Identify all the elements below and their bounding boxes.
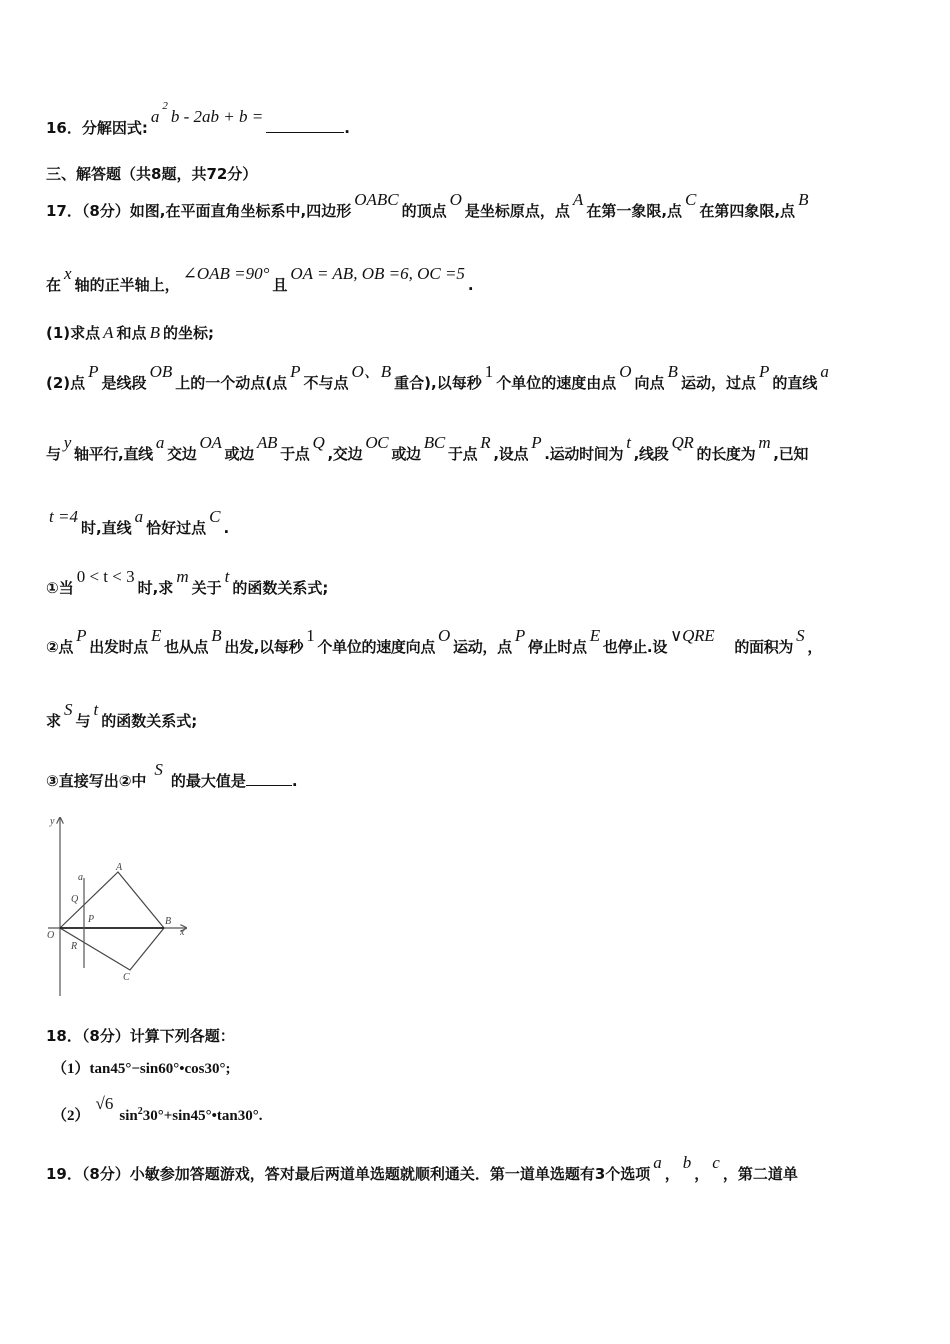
q17-l5-m8: R <box>480 433 491 452</box>
q17-l1-m3: A <box>572 190 584 209</box>
q17-l2-m3: OA = AB, OB =6, OC =5 <box>290 264 465 283</box>
q17-l6-t3: . <box>223 519 230 537</box>
q19-line1 <box>46 1153 798 1184</box>
q17-l5-t5: 于点 <box>280 445 310 463</box>
q17-line10 <box>46 760 298 791</box>
q17-l7-m1: 0 < t < 3 <box>76 567 135 586</box>
q17-l1-m1: OABC <box>354 190 399 209</box>
q17-l8-t6: 运动，点 <box>453 638 512 656</box>
q16-expr-a: a <box>150 107 160 126</box>
q17-l2-t4: . <box>467 276 474 294</box>
label-P: P <box>88 914 95 925</box>
q16-expr-rest: b - 2ab + b = <box>170 107 264 126</box>
q17-l6-m3: C <box>209 507 221 526</box>
section3-title: 三、解答题（共8题，共72分） <box>46 165 258 183</box>
q18-item2-b: 30°+sin45°•tan30°. <box>142 1108 263 1124</box>
q17-l8-m7: E <box>589 626 600 645</box>
q19-t3: ， <box>694 1165 710 1183</box>
q19-t2: ， <box>664 1165 680 1183</box>
q17-l1-m2: O <box>449 190 462 209</box>
q17-l9-m2: t <box>93 700 99 719</box>
q17-line5 <box>46 433 809 464</box>
q16-line <box>46 100 350 138</box>
q17-l6-m1: t =4 <box>49 507 78 526</box>
label-Q: Q <box>71 894 79 905</box>
q17-l9-m1: S <box>64 700 73 719</box>
q16-answer-blank <box>266 132 344 133</box>
q17-l5-t6: ,交边 <box>327 445 363 463</box>
q17-l7-m3: t <box>224 567 230 586</box>
q17-answer-blank <box>246 785 292 786</box>
q17-l4-m1: P <box>88 362 99 381</box>
q17-l5-m12: m <box>758 433 771 452</box>
q18-item2-sup: 2 <box>137 1106 143 1117</box>
q17-l4-m7: B <box>667 362 678 381</box>
q19-t1: 19．（8分）小敏参加答题游戏，答对最后两道单选题就顺利通关．第一道单选题有3个选项 <box>46 1165 651 1183</box>
q17-l5-m11: QR <box>671 433 694 452</box>
q17-l8-m5: O <box>438 626 451 645</box>
q17-l1-t5: 在第四象限,点 <box>699 202 796 220</box>
q17-l4-t8: 运动，过点 <box>680 374 756 392</box>
label-a-line: a <box>78 872 83 883</box>
q17-l8-t8: 也停止.设 <box>602 638 668 656</box>
q17-l8-m1: P <box>76 626 87 645</box>
q17-l4-t2: 是线段 <box>101 374 147 392</box>
q17-l5-t8: 于点 <box>447 445 478 463</box>
q17-line7 <box>46 567 329 598</box>
q17-l5-t4: 或边 <box>224 445 254 463</box>
q19-m3: c <box>712 1153 720 1172</box>
q19-m1: a <box>653 1153 662 1172</box>
q17-l6-m2: a <box>134 507 144 526</box>
q17-l8-t3: 也从点 <box>164 638 209 656</box>
q17-l8-t7: 停止时点 <box>527 638 587 656</box>
q17-l7-m2: m <box>176 567 189 586</box>
q17-line1 <box>46 190 811 221</box>
q17-l8-t10: ， <box>807 638 823 656</box>
q17-l2-m2: ∠OAB =90° <box>182 264 270 283</box>
q17-l1-m5: B <box>798 190 809 209</box>
q17-line3 <box>46 322 214 343</box>
q17-l4-t1: (2)点 <box>46 374 86 392</box>
q17-l4-t7: 向点 <box>634 374 665 392</box>
q17-l8-t4: 出发,以每秒 <box>224 638 304 656</box>
q16-end: . <box>344 119 350 137</box>
q17-l9-t3: 的函数关系式; <box>101 712 198 730</box>
label-C: C <box>123 972 130 983</box>
q17-l3-t3: 的坐标; <box>162 324 214 342</box>
q17-l6-t2: 恰好过点 <box>146 519 207 537</box>
q17-l8-t2: 出发时点 <box>89 638 149 656</box>
label-x: x <box>180 927 185 938</box>
q17-l1-t3: 是坐标原点，点 <box>464 202 570 220</box>
q18-item1: （1）tan45°−sin60°•cos30°; <box>52 1061 231 1077</box>
q17-l8-m9: S <box>796 626 805 645</box>
quadrilateral-oabc <box>60 872 164 970</box>
q17-l5-t3: 交边 <box>167 445 197 463</box>
q17-l9-t1: 求 <box>46 712 62 730</box>
q17-l4-m2: OB <box>149 362 173 381</box>
label-R: R <box>71 941 78 952</box>
q17-l5-t12: 的长度为 <box>696 445 756 463</box>
q17-l4-m4: O、B <box>351 362 392 381</box>
q17-l3-t1: (1)求点 <box>46 324 101 342</box>
q17-l4-t6: 个单位的速度由点 <box>496 374 617 392</box>
q18-item2-label: （2） <box>52 1108 90 1124</box>
q17-l8-t5: 个单位的速度向点 <box>317 638 436 656</box>
q17-l1-t2: 的顶点 <box>401 202 447 220</box>
q17-l9-t2: 与 <box>75 712 91 730</box>
q17-l3-t2: 和点 <box>116 324 147 342</box>
q17-l8-m2: E <box>151 626 162 645</box>
q17-l4-m3: P <box>290 362 301 381</box>
q18-item2-root: √6 <box>95 1094 114 1113</box>
q17-l2-t1: 在 <box>46 276 62 294</box>
q17-l4-t4: 不与点 <box>303 374 349 392</box>
q17-l4-t3: 上的一个动点(点 <box>175 374 288 392</box>
q17-l5-m9: P <box>531 433 542 452</box>
q17-line8 <box>46 626 823 657</box>
q16-expr-sup: 2 <box>162 100 168 112</box>
q17-figure <box>40 810 200 1005</box>
q17-l5-t1: 与 <box>46 445 61 463</box>
q17-l2-m1: x <box>64 264 72 283</box>
q17-l10-m1: S <box>154 760 163 779</box>
q17-l6-t1: 时,直线 <box>80 519 132 537</box>
q17-l5-m7: BC <box>423 433 445 452</box>
q17-l8-m6: P <box>514 626 525 645</box>
q17-l4-m9: a <box>820 362 829 381</box>
label-y: y <box>50 816 55 827</box>
q18-item2 <box>52 1094 263 1125</box>
q17-l5-t13: ,已知 <box>773 445 809 463</box>
q17-l5-m2: a <box>155 433 165 452</box>
q17-l3-m2: B <box>149 323 160 342</box>
q17-l3-m1: A <box>103 323 114 342</box>
q17-l2-t2: 轴的正半轴上， <box>74 276 180 294</box>
q17-l4-m5: 1 <box>484 362 494 381</box>
q17-l10-t1: ③直接写出②中 <box>46 772 147 790</box>
q17-l8-m4: 1 <box>306 626 315 645</box>
q17-line6 <box>46 507 230 538</box>
q18-title: 18．（8分）计算下列各题： <box>46 1027 235 1045</box>
q17-l5-m6: OC <box>365 433 389 452</box>
q17-l4-m6: O <box>619 362 632 381</box>
q17-l5-t7: 或边 <box>391 445 421 463</box>
label-o: O <box>47 930 55 941</box>
q17-l5-t9: ,设点 <box>493 445 529 463</box>
q17-l4-m8: P <box>758 362 770 381</box>
q17-l7-t4: 的函数关系式; <box>232 579 329 597</box>
q17-l1-t1: 17．（8分）如图,在平面直角坐标系中,四边形 <box>46 202 352 220</box>
label-A: A <box>116 862 123 873</box>
q17-l8-t9: 的面积为 <box>734 638 794 656</box>
q17-l5-m10: t <box>626 433 631 452</box>
q17-l8-m8: ∨QRE <box>670 626 715 645</box>
q16-label: 16．分解因式: <box>46 119 148 137</box>
q17-line9 <box>46 700 198 731</box>
q18-item2-a: sin <box>119 1108 138 1124</box>
q17-l7-t3: 关于 <box>191 579 222 597</box>
q19-t4: ，第二道单 <box>722 1165 798 1183</box>
q17-l10-t2: 的最大值是 <box>170 772 246 790</box>
q17-l5-m4: AB <box>256 433 278 452</box>
q17-l10-t3: . <box>291 772 298 790</box>
q17-l8-t1: ②点 <box>46 638 74 656</box>
q17-l5-t10: .运动时间为 <box>544 445 624 463</box>
q17-l5-t2: 轴平行,直线 <box>73 445 153 463</box>
label-B: B <box>165 916 172 927</box>
q17-line4 <box>46 362 832 393</box>
q17-l1-m4: C <box>685 190 697 209</box>
q17-l8-m3: B <box>211 626 222 645</box>
q17-l1-t4: 在第一象限,点 <box>586 202 683 220</box>
q17-l7-t2: 时,求 <box>137 579 174 597</box>
q17-l5-t11: ,线段 <box>633 445 669 463</box>
q17-l4-t5: 重合),以每秒 <box>394 374 482 392</box>
q17-l2-t3: 且 <box>272 276 288 294</box>
q17-line2 <box>46 264 474 295</box>
q17-l5-m1: y <box>63 433 71 452</box>
q17-l7-t1: ①当 <box>46 579 74 597</box>
q17-l5-m5: Q <box>312 433 325 452</box>
q17-l5-m3: OA <box>199 433 222 452</box>
q19-m2: b <box>682 1153 692 1172</box>
q17-l4-t9: 的直线 <box>772 374 818 392</box>
